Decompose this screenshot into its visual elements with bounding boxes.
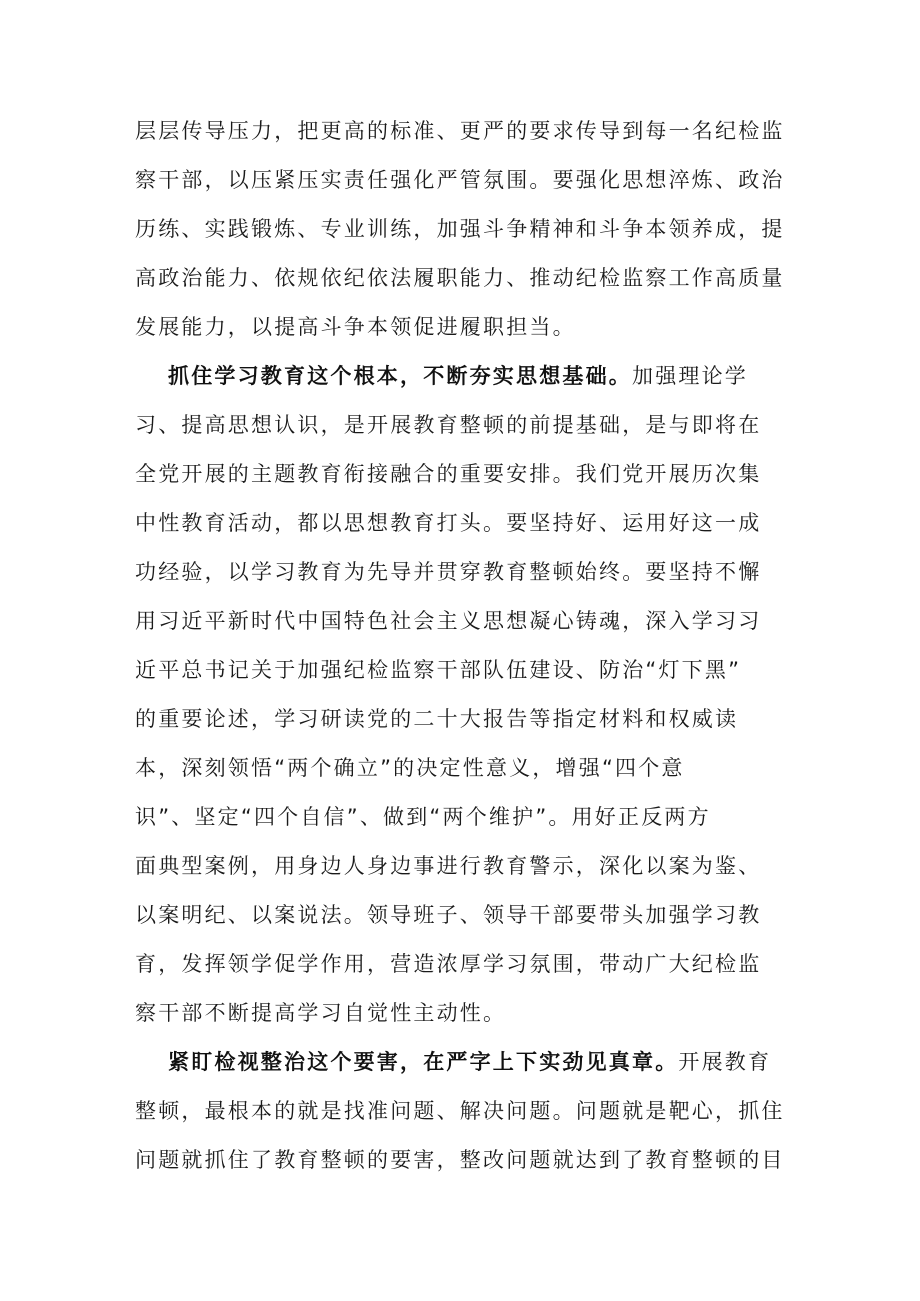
paragraph-heading: 紧盯检视整治这个要害，在严字上下实劲见真章。 — [168, 1050, 679, 1074]
text-line: 层层传导压力，把更高的标准、更严的要求传导到每一名纪检监 — [135, 119, 785, 143]
text-line: 高政治能力、依规依纪依法履职能力、推动纪检监察工作高质量 — [135, 266, 785, 290]
text-line: 本，深刻领悟“两个确立”的决定性意义，增强“四个意 — [135, 756, 685, 780]
text-line: 以案明纪、以案说法。领导班子、领导干部要带头加强学习教 — [135, 903, 762, 927]
text-line: 近平总书记关于加强纪检监察干部队伍建设、防治“灯下黑” — [135, 658, 742, 682]
text-line: 历练、实践锻炼、专业训练，加强斗争精神和斗争本领养成，提 — [135, 217, 785, 241]
text-line: 面典型案例，用身边人身边事进行教育警示，深化以案为鉴、 — [135, 854, 762, 878]
paragraph-first-line — [168, 1038, 771, 1086]
text-run: 加强理论学 — [632, 364, 748, 388]
text-line: 的重要论述，学习研读党的二十大报告等指定材料和权威读 — [135, 707, 739, 731]
text-line: 中性教育活动，都以思想教育打头。要坚持好、运用好这一成 — [135, 511, 762, 535]
text-line: 察干部不断提高学习自觉性主动性。 — [135, 1001, 507, 1025]
text-line: 问题就抓住了教育整顿的要害，整改问题就达到了教育整顿的目 — [135, 1148, 785, 1172]
paragraph-first-line — [168, 352, 748, 400]
text-line: 察干部，以压紧压实责任强化严管氛围。要强化思想淬炼、政治 — [135, 168, 785, 192]
text-line: 习、提高思想认识，是开展教育整顿的前提基础，是与即将在 — [135, 413, 762, 437]
text-line: 全党开展的主题教育衔接融合的重要安排。我们党开展历次集 — [135, 462, 762, 486]
text-line: 育，发挥领学促学作用，营造浓厚学习氛围，带动广大纪检监 — [135, 952, 762, 976]
paragraph-heading: 抓住学习教育这个根本，不断夯实思想基础。 — [168, 364, 632, 388]
text-line: 功经验，以学习教育为先导并贯穿教育整顿始终。要坚持不懈 — [135, 560, 762, 584]
text-run: 开展教育 — [678, 1050, 772, 1074]
text-line: 发展能力，以提高斗争本领促进履职担当。 — [135, 315, 576, 339]
text-line: 整顿，最根本的就是找准问题、解决问题。问题就是靶心，抓住 — [135, 1099, 785, 1123]
text-line: 识”、坚定“四个自信”、做到“两个维护”。用好正反两方 — [135, 805, 711, 829]
text-line: 用习近平新时代中国特色社会主义思想凝心铸魂，深入学习习 — [135, 609, 762, 633]
